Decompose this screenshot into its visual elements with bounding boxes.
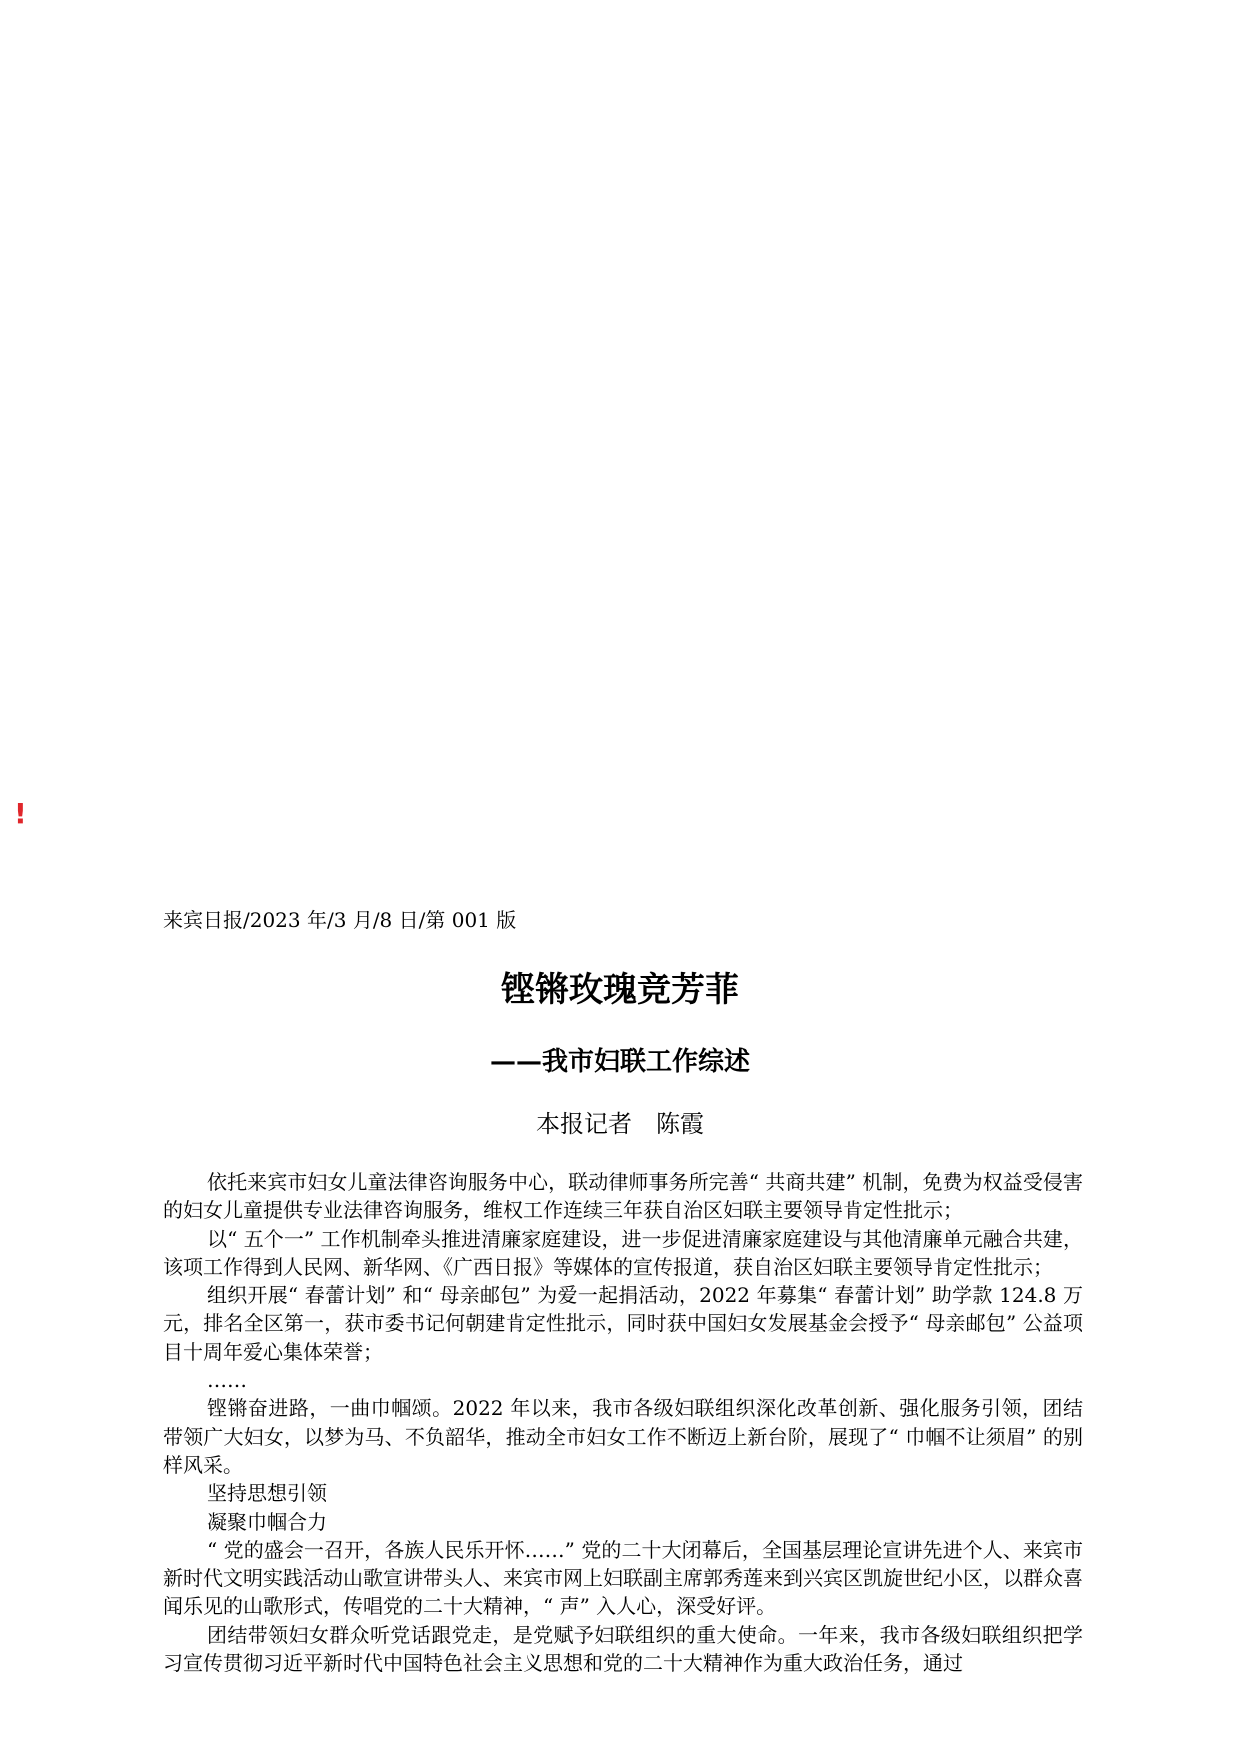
- body-paragraph: 依托来宾市妇女儿童法律咨询服务中心，联动律师事务所完善“ 共商共建” 机制，免费为权益受侵害的妇女儿童提供专业法律咨询服务，维权工作连续三年获自治区妇联主要领导肯定性批示；: [163, 1170, 1083, 1223]
- section-heading-line: 凝聚巾帼合力: [207, 1509, 327, 1534]
- article-body: [163, 1168, 1083, 1677]
- article-subheadline: ——我市妇联工作综述: [489, 1047, 750, 1077]
- body-paragraph: 组织开展“ 春蕾计划” 和“ 母亲邮包” 为爱一起捐活动，2022 年募集“ 春蕾计划” 助学款 124.8 万元，排名全区第一，获市委书记何朝建肯定性批示，同时获中国妇女发展基金会授予“ 母亲邮包” 公益项目十周年爱心集体荣誉；: [163, 1283, 1083, 1364]
- section-heading-line: 坚持思想引领: [207, 1481, 327, 1506]
- article-headline: 铿锵玫瑰竞芳菲: [501, 970, 739, 1010]
- body-paragraph: “ 党的盛会一召开，各族人民乐开怀……” 党的二十大闭幕后，全国基层理论宣讲先进个人、来宾市新时代文明实践活动山歌宣讲带头人、来宾市网上妇联副主席郭秀莲来到兴宾区凯旋世纪小区，以群众喜闻乐见的山歌形式，传唱党的二十大精神，“ 声” 入人心，深受好评。: [163, 1537, 1083, 1619]
- body-ellipsis: ……: [207, 1368, 247, 1393]
- body-paragraph: 铿锵奋进路，一曲巾帼颂。2022 年以来，我市各级妇联组织深化改革创新、强化服务引领，团结带领广大妇女，以梦为马、不负韶华，推动全市妇女工作不断迈上新台阶，展现了“ 巾帼不让须眉” 的别样风采。: [163, 1396, 1083, 1477]
- body-paragraph: 团结带领妇女群众听党话跟党走，是党赋予妇联组织的重大使命。一年来，我市各级妇联组织把学习宣传贯彻习近平新时代中国特色社会主义思想和党的二十大精神作为重大政治任务，通过: [163, 1622, 1083, 1676]
- body-paragraph: 以“ 五个一” 工作机制牵头推进清廉家庭建设，进一步促进清廉家庭建设与其他清廉单元融合共建，该项工作得到人民网、新华网、《广西日报》等媒体的宣传报道，获自治区妇联主要领导肯定性批示；: [163, 1226, 1083, 1279]
- alert-mark: !: [14, 797, 27, 830]
- publication-byline: 来宾日报/2023 年/3 月/8 日/第 001 版: [163, 908, 517, 932]
- article-author: 本报记者 陈霞: [536, 1110, 704, 1138]
